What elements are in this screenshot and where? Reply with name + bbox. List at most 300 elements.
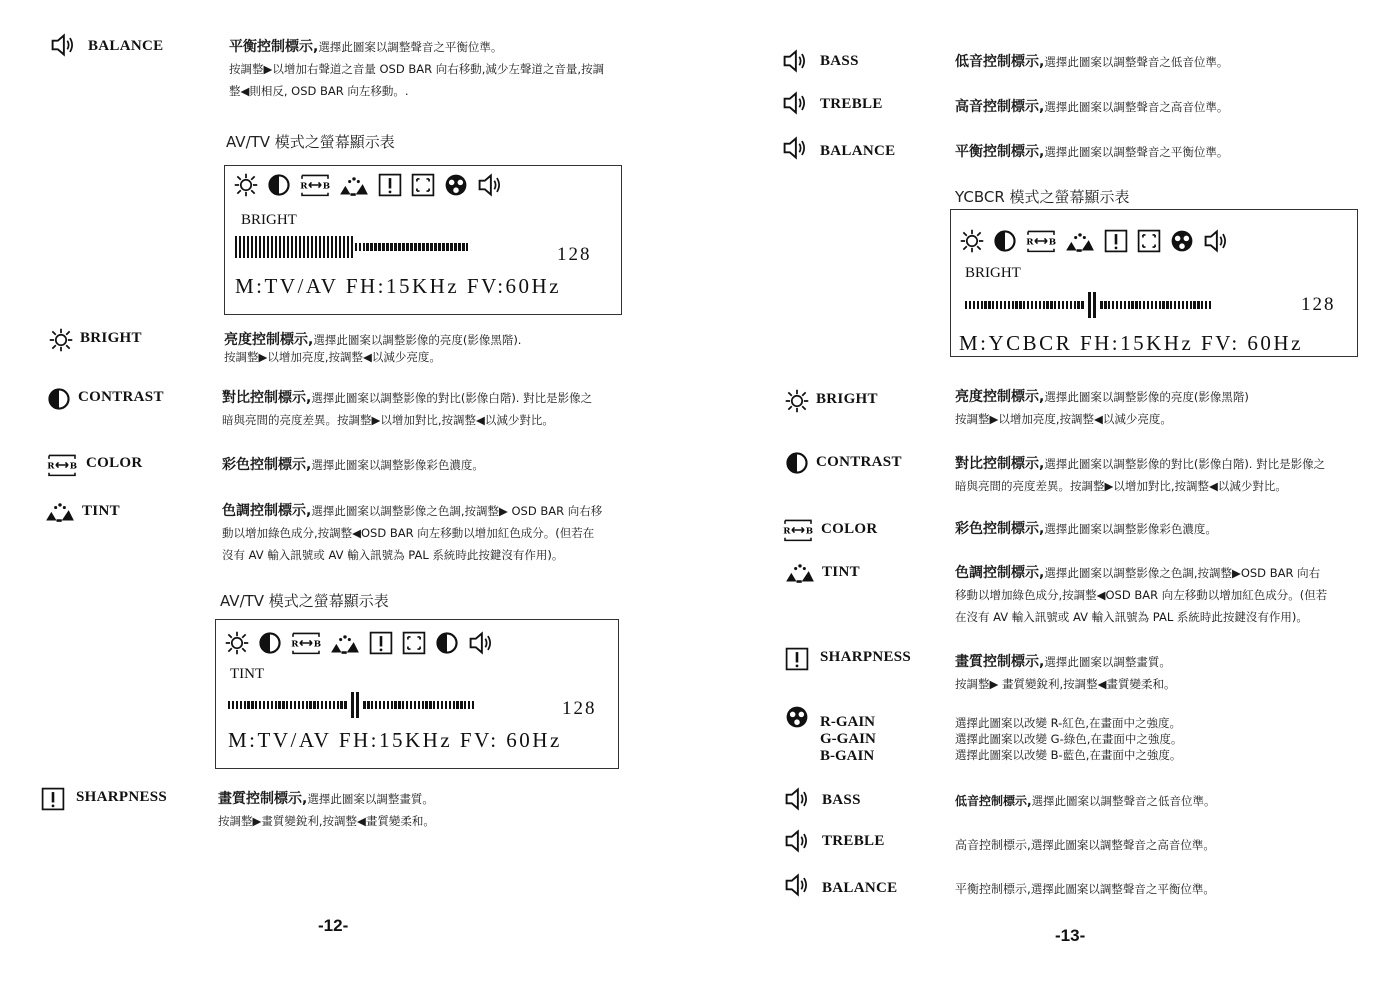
tint-icon: [329, 630, 361, 656]
treble-heading-2: 高音控制標示,: [955, 838, 1031, 852]
treble-label-2: TREBLE: [822, 833, 885, 849]
bar-segment: [259, 701, 261, 709]
bar-segment: [462, 243, 464, 251]
osd-level-bar: [965, 294, 1213, 316]
bar-segment: [996, 301, 998, 309]
bar-segment: [430, 243, 432, 251]
bar-segment: [391, 701, 393, 709]
gain-description: [955, 715, 1365, 763]
bar-segment: [271, 236, 273, 258]
color-label: COLOR: [86, 455, 143, 471]
bar-segment: [1004, 301, 1006, 309]
bar-segment: [1190, 301, 1192, 309]
bracket-box-icon: [401, 630, 427, 656]
bar-segment: [1035, 301, 1037, 309]
contrast-description: [955, 453, 1365, 497]
exclaim-box-icon: [782, 646, 812, 672]
balance-heading: 平衡控制標示,: [955, 144, 1045, 160]
bar-segment: [239, 236, 241, 258]
b-gain-label: B-GAIN: [820, 748, 875, 764]
osd2-caption: AV/TV 模式之螢幕顯示表: [220, 592, 389, 610]
bar-segment: [279, 236, 281, 258]
osd2-level-bar: [228, 694, 476, 716]
bar-segment: [442, 243, 444, 251]
bar-segment: [303, 236, 305, 258]
bar-segment: [271, 701, 273, 709]
sharpness-line1: 選擇此圖案以調整畫質。: [1044, 655, 1171, 669]
tint-line3: 沒有 AV 輸入訊號或 AV 輸入訊號為 PAL 系統時此按鍵沒有作用)。: [222, 548, 564, 562]
bar-segment: [374, 243, 376, 251]
sharpness-heading: 畫質控制標示,: [218, 791, 308, 807]
bar-segment: [298, 701, 300, 709]
osd2-icon-row: [224, 630, 495, 656]
sun-icon: [782, 388, 812, 414]
bar-segment: [340, 701, 342, 709]
speaker-icon: [780, 90, 810, 116]
bright-line2: 按調整▶以增加亮度,按調整◀以減少亮度。: [224, 350, 441, 364]
color-description: [222, 454, 642, 476]
treble-description-2: [955, 834, 1365, 856]
treble-heading: 高音控制標示,: [955, 99, 1045, 115]
bar-segment: [294, 701, 296, 709]
bass-description: [955, 51, 1355, 73]
exclaim-box-icon: [368, 630, 394, 656]
bar-segment: [370, 243, 372, 251]
bar-segment: [438, 243, 440, 251]
bar-segment: [1066, 301, 1068, 309]
bar-segment: [1077, 301, 1079, 309]
bar-segment: [309, 701, 311, 709]
bar-segment: [319, 236, 321, 258]
bar-segment: [275, 236, 277, 258]
bar-segment: [434, 243, 436, 251]
page-number: -12-: [318, 916, 349, 935]
bar-segment: [449, 701, 451, 709]
balance-line1: 選擇此圖案以調整聲音之平衡位準。: [318, 40, 503, 54]
speaker-icon: [476, 172, 504, 198]
balance-label: BALANCE: [88, 38, 164, 54]
bar-segment: [315, 236, 317, 258]
contrast-line1: 選擇此圖案以調整影像的對比(影像白階). 對比是影像之: [311, 391, 593, 405]
speaker-icon: [467, 630, 495, 656]
sun-icon: [959, 228, 985, 254]
balance-heading: 平衡控制標示,: [229, 39, 319, 55]
bar-segment: [351, 236, 353, 258]
bar-segment: [287, 236, 289, 258]
sun-icon: [233, 172, 259, 198]
bar-segment: [418, 701, 420, 709]
sun-icon: [46, 327, 76, 353]
bar-segment: [1015, 301, 1017, 309]
bar-segment: [1000, 301, 1002, 309]
tint-label: TINT: [822, 564, 860, 580]
bar-segment: [1062, 301, 1064, 309]
bar-segment: [1155, 301, 1157, 309]
osd1-value: 128: [557, 244, 592, 265]
contrast-line1: 選擇此圖案以調整影像的對比(影像白階). 對比是影像之: [1044, 457, 1326, 471]
contrast-label: CONTRAST: [816, 454, 902, 470]
bar-segment: [977, 301, 979, 309]
page-number: -13-: [1055, 926, 1086, 945]
bar-segment: [363, 243, 365, 251]
osd1-level-bar: [235, 236, 471, 258]
bar-segment: [422, 243, 424, 251]
contrast-description: [222, 387, 642, 431]
bar-segment: [307, 236, 309, 258]
bar-segment: [282, 701, 284, 709]
balance-heading-2: 平衡控制標示,: [955, 882, 1031, 896]
osd-item-name: BRIGHT: [965, 265, 1021, 281]
bracket-box-icon: [1136, 228, 1162, 254]
tint-icon: [782, 559, 818, 585]
bar-segment: [1209, 301, 1211, 309]
bar-segment: [333, 701, 335, 709]
bar-segment: [398, 243, 400, 251]
g-gain-desc: 選擇此圖案以改變 G-綠色,在畫面中之強度。: [955, 732, 1183, 746]
bar-segment: [1054, 301, 1056, 309]
bar-segment: [464, 701, 466, 709]
bass-label: BASS: [820, 53, 859, 69]
bar-segment: [441, 701, 443, 709]
bar-segment: [1104, 301, 1106, 309]
osd2-panel: [215, 619, 619, 769]
bar-segment: [335, 236, 337, 258]
bar-segment: [1027, 301, 1029, 309]
half-circle-icon: [992, 228, 1018, 254]
bar-segment: [378, 243, 380, 251]
bar-segment: [1147, 301, 1149, 309]
bar-segment: [1031, 301, 1033, 309]
speaker-icon: [780, 48, 810, 74]
bar-segment: [1162, 301, 1164, 309]
osd1-icon-row: [233, 172, 504, 198]
bar-segment: [255, 701, 257, 709]
balance-line1-2: 選擇此圖案以調整聲音之平衡位準。: [1030, 882, 1215, 896]
tint-heading: 色調控制標示,: [955, 565, 1045, 581]
tint-icon: [338, 172, 370, 198]
bar-segment: [263, 236, 265, 258]
bar-segment: [992, 301, 994, 309]
rgb-swap-icon: [44, 452, 80, 478]
bright-heading: 亮度控制標示,: [224, 332, 314, 348]
osd1-caption: AV/TV 模式之螢幕顯示表: [226, 133, 395, 151]
color-heading: 彩色控制標示,: [222, 457, 312, 473]
bar-segment: [295, 236, 297, 258]
half-circle-icon: [44, 386, 74, 412]
rgb-dot-icon: [443, 172, 469, 198]
bar-segment: [984, 301, 986, 309]
bar-segment: [379, 701, 381, 709]
bar-segment: [255, 236, 257, 258]
bar-segment: [1100, 301, 1102, 309]
bass-label-2: BASS: [822, 792, 861, 808]
bar-segment: [1201, 301, 1203, 309]
bar-segment: [291, 236, 293, 258]
bar-segment: [375, 701, 377, 709]
treble-line1-2: 選擇此圖案以調整聲音之高音位準。: [1030, 838, 1215, 852]
bar-segment: [1070, 301, 1072, 309]
bar-segment: [426, 243, 428, 251]
color-line1: 選擇此圖案以調整影像彩色濃度。: [1044, 522, 1217, 536]
bar-segment: [299, 236, 301, 258]
bar-segment: [383, 701, 385, 709]
exclaim-box-icon: [1103, 228, 1129, 254]
bar-segment: [325, 701, 327, 709]
bar-segment: [306, 701, 308, 709]
bar-segment: [236, 701, 238, 709]
bar-segment: [327, 236, 329, 258]
bar-segment: [410, 243, 412, 251]
sharpness-line2: 按調整▶ 畫質變銳利,按調整◀畫質變柔和。: [955, 677, 1176, 691]
sharpness-label: SHARPNESS: [820, 649, 912, 665]
color-description: [955, 518, 1365, 540]
speaker-icon: [782, 828, 812, 854]
bar-segment: [460, 701, 462, 709]
bar-segment: [366, 243, 368, 251]
sun-icon: [224, 630, 250, 656]
sharpness-description: [955, 651, 1365, 695]
bar-segment: [263, 701, 265, 709]
bar-segment: [1128, 301, 1130, 309]
bar-segment: [450, 243, 452, 251]
balance-description: [229, 36, 649, 102]
bright-description: [955, 386, 1365, 430]
bar-segment: [317, 701, 319, 709]
b-gain-desc: 選擇此圖案以改變 B-藍色,在畫面中之強度。: [955, 748, 1182, 762]
bar-segment: [406, 701, 408, 709]
bar-segment: [1012, 301, 1014, 309]
bar-segment: [1182, 301, 1184, 309]
bar-segment: [1023, 301, 1025, 309]
tint-label: TINT: [82, 503, 120, 519]
bar-segment: [973, 301, 975, 309]
balance-label-2: BALANCE: [822, 880, 898, 896]
bright-line1: 選擇此圖案以調整影像的亮度(影像黑階): [1044, 390, 1249, 404]
r-gain-desc: 選擇此圖案以改變 R-紅色,在畫面中之強度。: [955, 716, 1181, 730]
bar-segment: [235, 236, 237, 258]
treble-description: [955, 96, 1355, 118]
bar-segment: [398, 701, 400, 709]
bar-segment: [988, 301, 990, 309]
bar-segment: [259, 236, 261, 258]
bar-segment: [371, 701, 373, 709]
bar-segment: [429, 701, 431, 709]
bar-segment: [1039, 301, 1041, 309]
sharpness-description: [218, 788, 638, 832]
bar-segment: [1116, 301, 1118, 309]
bar-segment: [1193, 301, 1195, 309]
rgb-dot-icon: [782, 704, 812, 730]
bar-segment: [468, 701, 470, 709]
bar-segment: [390, 243, 392, 251]
bar-segment: [1050, 301, 1052, 309]
bar-segment: [458, 243, 460, 251]
speaker-icon: [780, 135, 810, 161]
bar-segment: [402, 701, 404, 709]
bar-segment: [290, 701, 292, 709]
osd1-panel: [224, 165, 622, 315]
bar-segment: [313, 701, 315, 709]
osd2-item-name: TINT: [230, 666, 265, 682]
bar-segment: [445, 701, 447, 709]
bar-segment: [251, 701, 253, 709]
bar-segment: [302, 701, 304, 709]
bar-segment: [286, 701, 288, 709]
osd2-value: 128: [562, 698, 597, 719]
bright-label: BRIGHT: [816, 391, 878, 407]
tint-description: [222, 500, 642, 566]
contrast-line2: 暗與亮間的亮度差異。按調整▶以增加對比,按調整◀以減少對比。: [955, 479, 1287, 493]
bar-segment: [454, 243, 456, 251]
bar-segment: [1174, 301, 1176, 309]
bar-segment: [456, 701, 458, 709]
bar-segment: [422, 701, 424, 709]
bar-segment: [453, 701, 455, 709]
bar-segment: [1151, 301, 1153, 309]
bar-segment: [472, 701, 474, 709]
bar-segment: [466, 243, 468, 251]
bracket-box-icon: [410, 172, 436, 198]
tint-line2: 移動以增加綠色成分,按調整◀OSD BAR 向左移動以增加紅色成分。(但若: [955, 588, 1328, 602]
bar-segment: [1159, 301, 1161, 309]
rgb-dot-icon: [1169, 228, 1195, 254]
osd-mode-line: M:YCBCR FH:15KHz FV: 60Hz: [959, 331, 1303, 355]
bar-segment: [406, 243, 408, 251]
bar-segment: [433, 701, 435, 709]
bright-heading: 亮度控制標示,: [955, 389, 1045, 405]
bar-segment: [382, 243, 384, 251]
bar-segment: [329, 701, 331, 709]
g-gain-label: G-GAIN: [820, 731, 876, 747]
tint-icon: [1064, 228, 1096, 254]
bar-segment: [418, 243, 420, 251]
balance-line3: 整◀則相反, OSD BAR 向左移動。.: [229, 84, 409, 98]
bar-segment: [283, 236, 285, 258]
bar-segment: [437, 701, 439, 709]
tint-line3: 在沒有 AV 輸入訊號或 AV 輸入訊號為 PAL 系統時此按鍵沒有作用)。: [955, 610, 1308, 624]
half-circle-icon: [434, 630, 460, 656]
bar-segment: [969, 301, 971, 309]
treble-label: TREBLE: [820, 96, 883, 112]
osd2-mode-line: M:TV/AV FH:15KHz FV: 60Hz: [228, 728, 562, 752]
bar-segment: [981, 301, 983, 309]
bar-segment: [1166, 301, 1168, 309]
balance-label: BALANCE: [820, 143, 896, 159]
bar-segment: [331, 236, 333, 258]
bar-segment: [1108, 301, 1110, 309]
speaker-icon: [48, 32, 78, 58]
balance-description-2: [955, 878, 1365, 900]
bar-segment: [267, 701, 269, 709]
rgb-swap-icon: [1025, 228, 1057, 254]
balance-line2: 按調整▶以增加右聲道之音量 OSD BAR 向右移動,減少左聲道之音量,按調: [229, 62, 605, 76]
bar-segment: [425, 701, 427, 709]
bar-segment: [240, 701, 242, 709]
bar-segment: [247, 701, 249, 709]
bass-line1-2: 選擇此圖案以調整聲音之低音位準。: [1031, 794, 1216, 808]
bar-segment: [278, 701, 280, 709]
bar-segment: [1019, 301, 1021, 309]
bar-segment: [1074, 301, 1076, 309]
bar-segment: [267, 236, 269, 258]
half-circle-icon: [782, 450, 812, 476]
bar-segment: [323, 236, 325, 258]
sharpness-line1: 選擇此圖案以調整畫質。: [307, 792, 434, 806]
osd-icon-row: [959, 228, 1230, 254]
rgb-swap-icon: [290, 630, 322, 656]
bar-segment: [1139, 301, 1141, 309]
color-line1: 選擇此圖案以調整影像彩色濃度。: [311, 458, 484, 472]
sharpness-heading: 畫質控制標示,: [955, 654, 1045, 670]
tint-description: [955, 562, 1365, 628]
bar-segment: [1081, 301, 1083, 309]
bar-segment: [965, 301, 967, 309]
bar-segment: [251, 236, 253, 258]
osd-value: 128: [1301, 294, 1336, 315]
color-heading: 彩色控制標示,: [955, 521, 1045, 537]
bar-segment: [1043, 301, 1045, 309]
bar-segment: [1093, 292, 1096, 318]
rgb-swap-icon: [780, 517, 816, 543]
tint-line1: 選擇此圖案以調整影像之色調,按調整▶OSD BAR 向右: [1044, 566, 1321, 580]
bar-segment: [311, 236, 313, 258]
bar-segment: [363, 701, 365, 709]
bar-segment: [394, 243, 396, 251]
osd-caption: YCBCR 模式之螢幕顯示表: [955, 188, 1130, 206]
tint-heading: 色調控制標示,: [222, 503, 312, 519]
bar-segment: [1143, 301, 1145, 309]
bar-segment: [359, 243, 361, 251]
bar-segment: [1186, 301, 1188, 309]
bar-segment: [1205, 301, 1207, 309]
bright-line2: 按調整▶以增加亮度,按調整◀以減少亮度。: [955, 412, 1172, 426]
r-gain-label: R-GAIN: [820, 714, 875, 730]
bar-segment: [351, 692, 354, 718]
bar-segment: [356, 692, 359, 718]
bar-segment: [339, 236, 341, 258]
osd-panel: [950, 209, 1358, 357]
bar-segment: [1197, 301, 1199, 309]
half-circle-icon: [257, 630, 283, 656]
bar-segment: [1112, 301, 1114, 309]
color-label: COLOR: [821, 521, 878, 537]
bar-segment: [1170, 301, 1172, 309]
tint-icon: [42, 498, 78, 524]
bar-segment: [394, 701, 396, 709]
bar-segment: [343, 236, 345, 258]
exclaim-box-icon: [38, 786, 68, 812]
contrast-line2: 暗與亮間的亮度差異。按調整▶以增加對比,按調整◀以減少對比。: [222, 413, 554, 427]
bar-segment: [347, 236, 349, 258]
bar-segment: [232, 701, 234, 709]
sharpness-label: SHARPNESS: [76, 789, 168, 805]
bar-segment: [1131, 301, 1133, 309]
rgb-swap-icon: [299, 172, 331, 198]
bar-segment: [1135, 301, 1137, 309]
bar-segment: [228, 701, 230, 709]
sharpness-line2: 按調整▶畫質變銳利,按調整◀畫質變柔和。: [218, 814, 435, 828]
bar-segment: [1058, 301, 1060, 309]
bar-segment: [337, 701, 339, 709]
bar-segment: [1178, 301, 1180, 309]
bar-segment: [414, 243, 416, 251]
speaker-icon: [1202, 228, 1230, 254]
bar-segment: [386, 243, 388, 251]
balance-description: [955, 141, 1355, 163]
bar-segment: [387, 701, 389, 709]
speaker-icon: [782, 872, 812, 898]
bar-segment: [402, 243, 404, 251]
